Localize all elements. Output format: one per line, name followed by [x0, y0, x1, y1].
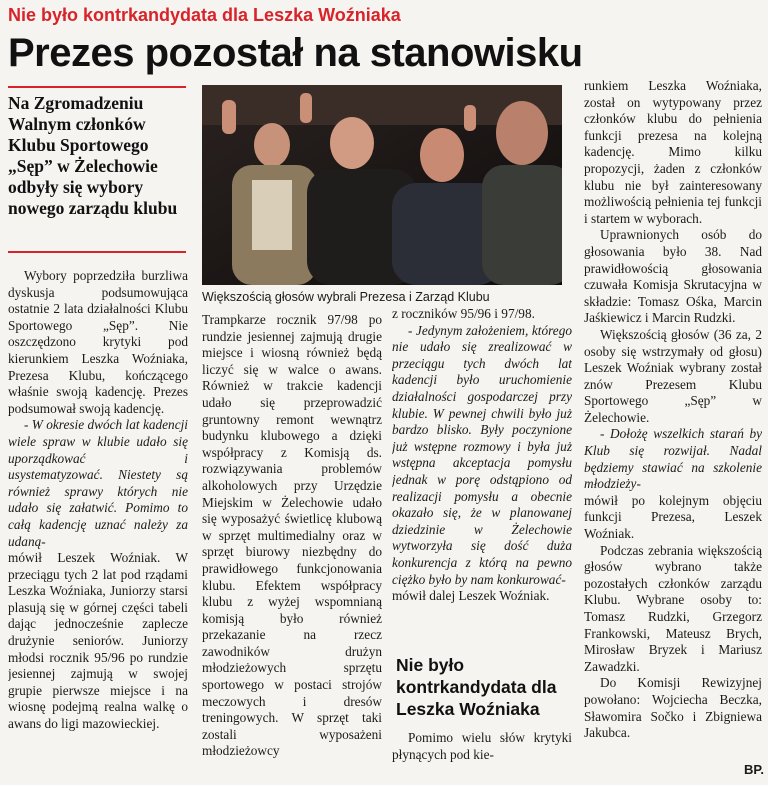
article-photo — [202, 85, 562, 285]
paragraph: Podczas zebrania większością głosów wybrano także pozostałych członków zarządu Klubu. Wybrane osoby to: Tomasz Rudzki, Grzegorz Frankowski, Mateusz Brych, Mirosław Bryzek i Mariusz Zawadzki. — [584, 542, 762, 674]
paragraph: z roczników 95/96 i 97/98. — [392, 306, 535, 321]
article-subhead: Nie było kontrkandydata dla Leszka Woźniaka — [396, 655, 557, 719]
column-4 — [584, 78, 762, 762]
meeting-photo-illustration — [202, 85, 562, 285]
column-1 — [8, 268, 188, 782]
paragraph: mówił po kolejnym objęciu funkcji Prezesa, Leszek Woźniak. — [584, 492, 762, 542]
quote-paragraph: - Jedynym założeniem, którego nie udało się zrealizować w przeciągu tych dwóch lat kadencji było uruchomienie działalności gospodarczej przy klubie. W pewnej chwili było już bardzo blisko. Były poczynione już wstępne rozmowy i była już wstępna akceptacja pomysłu jednak w porę odstąpiono od realizacji pomysłu a obecnie okazało się, że w planowanej dziedzinie w Żelechowie wytworzyła się dość duża konkurencja z którą na pewno ciężko było by nam konkurować- — [392, 322, 572, 587]
quote-paragraph: - W okresie dwóch lat kadencji wiele spraw w klubie udało się uporządkować i usystematyzować. Niestety są również sprawy których nie udało się załatwić. Pomimo to całą kadencję uznać należy za udaną- — [8, 417, 188, 549]
paragraph: Większością głosów (36 za, 2 osoby się wstrzymały od głosu) Leszek Woźniak wybrany został znów Prezesem Klubu Sportowego „Sęp” w Żelechowie. — [584, 326, 762, 425]
paragraph: Wybory poprzedziła burzliwa dyskusja podsumowująca ostatnie 2 lata działalności Klubu Sportowego „Sęp”. Nie oszczędzono krytyki pod kierunkiem Leszka Woźniaka, Prezesa Klubu, kończącego właśnie swoją kadencję. Prezes podsumował swoją kadencję. — [8, 268, 188, 416]
photo-caption: Większością głosów wybrali Prezesa i Zarząd Klubu — [202, 290, 490, 304]
paragraph: Uprawnionych osób do głosowania było 38. Nad prawidłowością głosowania czuwała Komisja Skrutacyjna w składzie: Tomasz Ośka, Marcin Jaśkiewicz i Marcin Rudzki. — [584, 227, 762, 326]
paragraph: mówił Leszek Woźniak. W przeciągu tych 2 lat pod rządami Leszka Woźniaka, Juniorzy starsi plasują się w górnej części tabeli dając jednocześnie zaplecze drużynie seniorów. Juniorzy młodsi rocznik 95/96 po rundzie jesiennej zajmują w swojej grupie pierwsze miejsce i na wiosnę podejmą realna walkę o awans do ligi mazowieckiej. — [8, 550, 188, 732]
column-2 — [202, 312, 382, 782]
article-kicker: Nie było kontrkandydata dla Leszka Woźniaka — [8, 5, 401, 25]
article-lead: Na Zgromadzeniu Walnym członków Klubu Sportowego „Sęp” w Żelechowie odbyły się wybory nowego zarządu klubu — [8, 93, 178, 218]
article-headline: Prezes pozostał na stanowisku — [8, 31, 583, 75]
quote-paragraph: - Dołożę wszelkich starań by Klub się rozwijał. Nadal będziemy stawiać na szkolenie młodzieży- — [584, 426, 762, 492]
column-3-continued — [392, 730, 572, 782]
lead-bottom-divider — [8, 251, 186, 253]
paragraph: runkiem Leszka Woźniaka, został on wytypowany przez członków klubu do pełnienia funkcji prezesa na kolejną kadencję. Mimo kilku propozycji, żaden z członków klubu nie był zainteresowany możliwością pełnienia tej funkcji i startem w wyborach. — [584, 78, 762, 226]
paragraph: Trampkarze rocznik 97/98 po rundzie jesiennej zajmują drugie miejsce i wiosną również będą liczyć się w walce o awans. Również w trakcie kadencji udało się przeprowadzić gruntowny remont wewnątrz budynku klubowego a dzięki współpracy z Komisją ds. rozwiązywania problemów alkoholowych przy Urzędzie Miejskim w Żelechowie udało się wyposażyć świetlicę klubową w sprzęt multimedialny oraz w sprzęt biurowy niezbędny do prawidłowego funkcjonowania klubu. Efektem współpracy klubu z wyżej wspomnianą komisją było również przekazanie na rzecz zawodników drużyn młodzieżowych sprzętu sportowego w postaci strojów meczowych i dresów treningowych. W sprzęt taki zostali wyposażeni młodzieżowcy — [202, 312, 382, 759]
paragraph: Pomimo wielu słów krytyki płynących pod kie- — [392, 730, 572, 762]
paragraph: Do Komisji Rewizyjnej powołano: Wojciecha Beczka, Sławomira Sočko i Zbigniewa Jakubca. — [584, 675, 762, 741]
paragraph: mówił dalej Leszek Woźniak. — [392, 588, 550, 604]
lead-top-divider — [8, 86, 186, 88]
column-3 — [392, 306, 572, 656]
author-signature: BP. — [744, 762, 764, 777]
